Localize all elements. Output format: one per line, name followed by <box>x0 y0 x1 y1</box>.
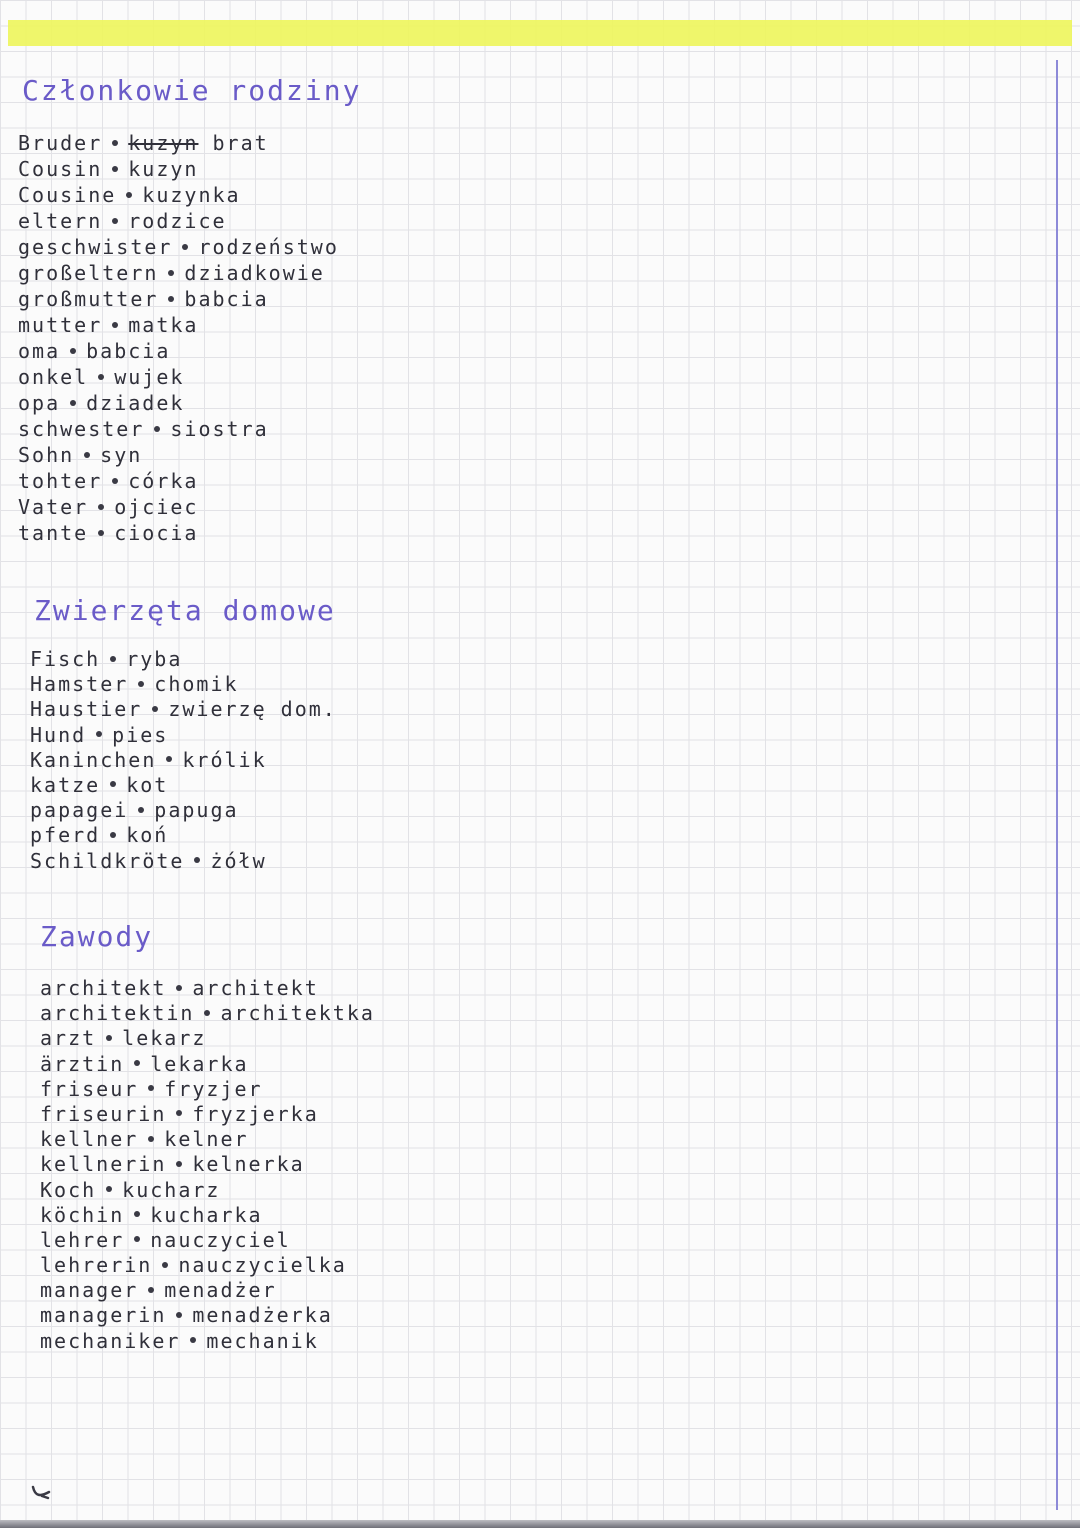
german-word: ärztin <box>40 1051 125 1076</box>
vocab-entry <box>18 468 339 494</box>
german-word: Hund <box>30 722 87 747</box>
separator-dot-icon <box>110 832 116 838</box>
polish-word: córka <box>128 469 199 493</box>
polish-word: żółw <box>210 848 267 873</box>
vocab-entry <box>18 312 339 338</box>
german-word: Hamster <box>30 672 129 697</box>
german-word: Bruder <box>18 131 103 155</box>
separator-dot-icon <box>176 1312 182 1318</box>
german-word: lehrerin <box>40 1253 153 1278</box>
vocab-entry <box>40 1228 375 1253</box>
separator-dot-icon <box>112 218 118 224</box>
polish-word: papuga <box>154 798 239 823</box>
german-word: katze <box>30 772 101 797</box>
vocab-entry <box>18 338 339 364</box>
section-title-pets: Zwierzęta domowe <box>34 594 336 627</box>
german-word: kellnerin <box>40 1152 167 1177</box>
vocab-entry <box>18 208 339 234</box>
polish-word: nauczyciel <box>150 1227 291 1252</box>
german-word: mechaniker <box>40 1328 181 1353</box>
german-word: papagei <box>30 798 129 823</box>
german-word: Sohn <box>18 443 75 467</box>
polish-word: ojciec <box>114 495 199 519</box>
vocab-entry <box>40 1102 375 1127</box>
separator-dot-icon <box>194 857 200 863</box>
vocab-entry <box>40 1329 375 1354</box>
separator-dot-icon <box>182 244 188 250</box>
german-word: kellner <box>40 1127 139 1152</box>
separator-dot-icon <box>70 348 76 354</box>
german-word: eltern <box>18 209 103 233</box>
separator-dot-icon <box>134 1236 140 1242</box>
separator-dot-icon <box>84 452 90 458</box>
polish-word: lekarz <box>122 1026 207 1051</box>
separator-dot-icon <box>176 1161 182 1167</box>
crossed-out-word: kuzyn <box>128 131 199 155</box>
german-word: tohter <box>18 469 103 493</box>
separator-dot-icon <box>152 706 158 712</box>
separator-dot-icon <box>110 656 116 662</box>
separator-dot-icon <box>98 374 104 380</box>
polish-word: babcia <box>184 287 269 311</box>
vocab-entry <box>30 823 337 848</box>
professions-word-list <box>40 976 375 1354</box>
separator-dot-icon <box>98 504 104 510</box>
vocab-entry <box>30 773 337 798</box>
german-word: oma <box>18 339 61 363</box>
vocab-entry <box>40 1178 375 1203</box>
german-word: opa <box>18 391 61 415</box>
separator-dot-icon <box>148 1085 154 1091</box>
separator-dot-icon <box>168 296 174 302</box>
vocab-entry <box>18 260 339 286</box>
separator-dot-icon <box>134 1211 140 1217</box>
polish-word: syn <box>100 443 143 467</box>
german-word: Koch <box>40 1177 97 1202</box>
separator-dot-icon <box>138 681 144 687</box>
pets-word-list <box>30 647 337 874</box>
polish-word: rodzice <box>128 209 227 233</box>
german-word: köchin <box>40 1202 125 1227</box>
pen-mark-icon <box>30 1484 52 1500</box>
german-word: Cousine <box>18 183 117 207</box>
section-title-family: Członkowie rodziny <box>22 74 362 107</box>
polish-word: architektka <box>220 1001 375 1026</box>
separator-dot-icon <box>190 1337 196 1343</box>
polish-word: menadżerka <box>192 1303 333 1328</box>
separator-dot-icon <box>166 756 172 762</box>
german-word: schwester <box>18 417 145 441</box>
polish-word: zwierzę dom. <box>168 697 337 722</box>
german-word: manager <box>40 1278 139 1303</box>
german-word: arzt <box>40 1026 97 1051</box>
separator-dot-icon <box>106 1186 112 1192</box>
polish-word: fryzjer <box>164 1076 263 1101</box>
polish-word: fryzjerka <box>192 1101 319 1126</box>
german-word: managerin <box>40 1303 167 1328</box>
vocab-entry <box>18 416 339 442</box>
vocab-entry <box>18 286 339 312</box>
vocab-entry <box>18 156 339 182</box>
german-word: tante <box>18 521 89 545</box>
vocab-entry <box>30 798 337 823</box>
vocab-entry <box>40 1152 375 1177</box>
vocab-entry <box>18 520 339 546</box>
vocab-entry <box>18 182 339 208</box>
page-bottom-edge <box>0 1520 1080 1528</box>
separator-dot-icon <box>162 1262 168 1268</box>
vocab-entry <box>40 1001 375 1026</box>
vocab-entry <box>30 723 337 748</box>
german-word: lehrer <box>40 1227 125 1252</box>
german-word: Kaninchen <box>30 747 157 772</box>
polish-word: kelner <box>164 1127 249 1152</box>
polish-word: kucharka <box>150 1202 263 1227</box>
german-word: pferd <box>30 823 101 848</box>
vocab-entry <box>18 442 339 468</box>
vocab-entry <box>30 697 337 722</box>
vocab-entry <box>40 1077 375 1102</box>
vocab-entry <box>40 1052 375 1077</box>
german-word: Haustier <box>30 697 143 722</box>
separator-dot-icon <box>106 1035 112 1041</box>
margin-line <box>1056 60 1058 1510</box>
vocab-entry <box>40 1253 375 1278</box>
polish-word: brat <box>212 131 269 155</box>
separator-dot-icon <box>98 530 104 536</box>
polish-word: koń <box>126 823 169 848</box>
german-word: mutter <box>18 313 103 337</box>
german-word: Vater <box>18 495 89 519</box>
vocab-entry <box>18 234 339 260</box>
german-word: friseurin <box>40 1101 167 1126</box>
polish-word: siostra <box>170 417 269 441</box>
polish-word: ciocia <box>114 521 199 545</box>
polish-word: wujek <box>114 365 185 389</box>
polish-word: matka <box>128 313 199 337</box>
separator-dot-icon <box>148 1287 154 1293</box>
vocab-entry <box>40 1278 375 1303</box>
polish-word: chomik <box>154 672 239 697</box>
german-word: Cousin <box>18 157 103 181</box>
polish-word: ryba <box>126 647 183 671</box>
highlighter-strip <box>8 20 1072 46</box>
vocab-entry <box>40 1203 375 1228</box>
vocab-entry <box>40 1303 375 1328</box>
separator-dot-icon <box>112 322 118 328</box>
vocab-entry <box>40 1026 375 1051</box>
polish-word: dziadkowie <box>184 261 325 285</box>
separator-dot-icon <box>204 1010 210 1016</box>
separator-dot-icon <box>154 426 160 432</box>
german-word: geschwister <box>18 235 173 259</box>
separator-dot-icon <box>70 400 76 406</box>
separator-dot-icon <box>168 270 174 276</box>
polish-word: babcia <box>86 339 171 363</box>
german-word: Schildkröte <box>30 848 185 873</box>
polish-word: kuzyn <box>128 157 199 181</box>
polish-word: kucharz <box>122 1177 221 1202</box>
polish-word: kuzynka <box>142 183 241 207</box>
vocab-entry <box>40 1127 375 1152</box>
polish-word: nauczycielka <box>178 1253 347 1278</box>
polish-word: kelnerka <box>192 1152 305 1177</box>
polish-word: rodzeństwo <box>198 235 339 259</box>
german-word: großmutter <box>18 287 159 311</box>
vocab-entry <box>30 748 337 773</box>
family-word-list <box>18 130 339 546</box>
polish-word: lekarka <box>150 1051 249 1076</box>
separator-dot-icon <box>176 1110 182 1116</box>
vocab-entry <box>30 672 337 697</box>
vocab-entry <box>18 130 339 156</box>
vocab-entry <box>18 390 339 416</box>
polish-word: kot <box>126 772 169 797</box>
polish-word: dziadek <box>86 391 185 415</box>
separator-dot-icon <box>148 1136 154 1142</box>
separator-dot-icon <box>138 807 144 813</box>
section-title-professions: Zawody <box>40 920 154 953</box>
polish-word: mechanik <box>206 1328 319 1353</box>
separator-dot-icon <box>112 140 118 146</box>
separator-dot-icon <box>176 985 182 991</box>
polish-word: pies <box>112 722 169 747</box>
german-word: architektin <box>40 1001 195 1026</box>
polish-word: architekt <box>192 976 319 1000</box>
separator-dot-icon <box>96 731 102 737</box>
separator-dot-icon <box>134 1060 140 1066</box>
vocab-entry <box>40 976 375 1001</box>
vocab-entry <box>30 849 337 874</box>
polish-word: królik <box>182 747 267 772</box>
separator-dot-icon <box>110 781 116 787</box>
separator-dot-icon <box>112 166 118 172</box>
separator-dot-icon <box>126 192 132 198</box>
vocab-entry <box>30 647 337 672</box>
german-word: onkel <box>18 365 89 389</box>
vocab-entry <box>18 494 339 520</box>
german-word: friseur <box>40 1076 139 1101</box>
polish-word: menadżer <box>164 1278 277 1303</box>
german-word: großeltern <box>18 261 159 285</box>
vocab-entry <box>18 364 339 390</box>
german-word: Fisch <box>30 647 101 671</box>
separator-dot-icon <box>112 478 118 484</box>
german-word: architekt <box>40 976 167 1000</box>
